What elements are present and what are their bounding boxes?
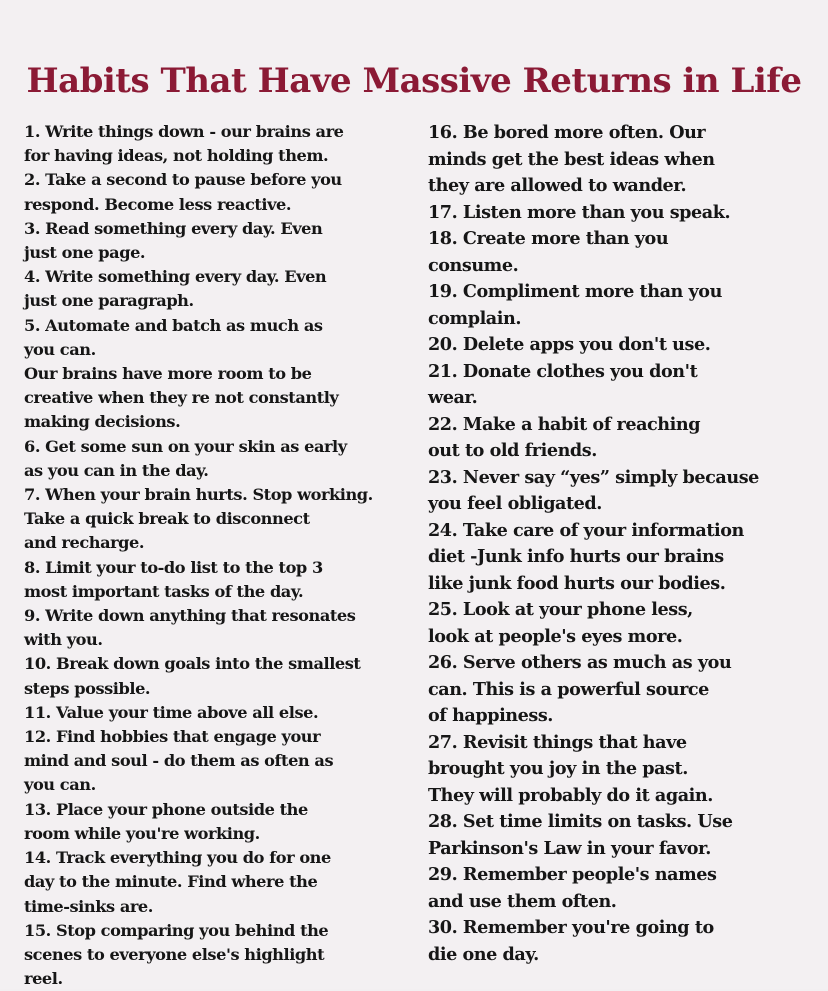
habit-text-line: and recharge. [24,533,145,553]
habit-text-line: 30. Remember you're going to [428,917,714,938]
habit-text-line: 1. Write things down - our brains are [24,122,344,141]
habit-text-line: you feel obligated. [428,493,602,514]
habit-text-line: of happiness. [428,705,553,726]
habit-text-line: you can. [24,775,96,795]
habit-text-line: diet -Junk info hurts our brains [428,546,724,567]
habit-text-line: They will probably do it again. [428,784,713,806]
habit-text-line: 10. Break down goals into the smallest [24,654,361,674]
habit-text-line: just one paragraph. [24,291,194,311]
habit-text-line: with you. [24,630,103,650]
habit-text-line: mind and soul - do them as often as [24,751,334,771]
habit-text-line: brought you joy in the past. [428,758,688,779]
habit-text-line: for having ideas, not holding them. [24,146,329,166]
habit-text-line: 16. Be bored more often. Our [428,122,706,143]
habit-text-line: day to the minute. Find where the [24,872,318,892]
habit-text-line: 3. Read something every day. Even [24,218,323,238]
habit-text-line: as you can in the day. [24,460,209,480]
habit-text-line: 5. Automate and batch as much as [24,315,323,335]
habit-text-line: 12. Find hobbies that engage your [24,727,321,747]
habit-text-line: out to old friends. [428,440,597,461]
habit-text-line: steps possible. [24,678,151,698]
habit-text-line: Parkinson's Law in your favor. [428,837,711,859]
habit-text-line: 19. Compliment more than you [428,281,722,302]
habit-text-line: complain. [428,307,521,329]
habit-text-line: reel. [24,969,63,989]
habit-text-line: 13. Place your phone outside the [24,799,308,819]
habit-text-line: can. This is a powerful source [428,678,709,700]
habit-text-line: Take a quick break to disconnect [24,509,310,529]
habit-text-line: time-sinks are. [24,896,153,916]
habit-text-line: 17. Listen more than you speak. [428,201,731,223]
page-title: Habits That Have Massive Returns in Life [26,61,802,101]
habit-text-line: just one page. [24,243,146,263]
habit-text-line: you can. [24,339,96,359]
habit-text-line: 18. Create more than you [428,228,669,249]
right-column [428,120,820,968]
habit-text-line: consume. [428,254,519,276]
habit-text-line: 27. Revisit things that have [428,731,687,753]
habit-text-line: room while you're working. [24,823,260,843]
habit-text-line: 4. Write something every day. Even [24,267,327,287]
habit-text-line: 11. Value your time above all else. [24,702,319,722]
habit-text-line: 6. Get some sun on your skin as early [24,436,347,456]
habit-text-line: 28. Set time limits on tasks. Use [428,811,733,832]
habit-text-line: 20. Delete apps you don't use. [428,334,711,355]
habit-text-line: 24. Take care of your information [428,519,744,541]
habit-text-line: 29. Remember people's names [428,864,717,885]
habit-text-line: 7. When your brain hurts. Stop working. [24,485,373,505]
habit-text-line: they are allowed to wander. [428,175,687,196]
habit-text-line: look at people's eyes more. [428,625,683,647]
habit-text-line: 25. Look at your phone less, [428,599,693,620]
habit-text-line: and use them often. [428,890,617,912]
habit-text-line: respond. Become less reactive. [24,194,292,214]
habit-text-line: 15. Stop comparing you behind the [24,920,329,940]
habit-text-line: Our brains have more room to be [24,364,312,384]
habit-text-line: 23. Never say “yes” simply because [428,466,759,488]
habit-text-line: making decisions. [24,412,181,432]
habit-text-line: 8. Limit your to-do list to the top 3 [24,557,323,577]
left-column [24,120,424,991]
habit-text-line: 14. Track everything you do for one [24,848,331,868]
habit-text-line: die one day. [428,943,539,965]
habit-text-line: 9. Write down anything that resonates [24,606,356,626]
habit-text-line: like junk food hurts our bodies. [428,572,726,594]
habit-text-line: wear. [428,387,478,408]
habit-text-line: creative when they re not constantly [24,388,339,408]
habit-text-line: 26. Serve others as much as you [428,652,732,673]
habit-text-line: most important tasks of the day. [24,581,304,601]
habit-text-line: minds get the best ideas when [428,148,715,170]
habit-text-line: 2. Take a second to pause before you [24,170,342,190]
habit-text-line: 21. Donate clothes you don't [428,360,698,382]
habit-text-line: scenes to everyone else's highlight [24,944,325,964]
habit-text-line: 22. Make a habit of reaching [428,413,701,435]
